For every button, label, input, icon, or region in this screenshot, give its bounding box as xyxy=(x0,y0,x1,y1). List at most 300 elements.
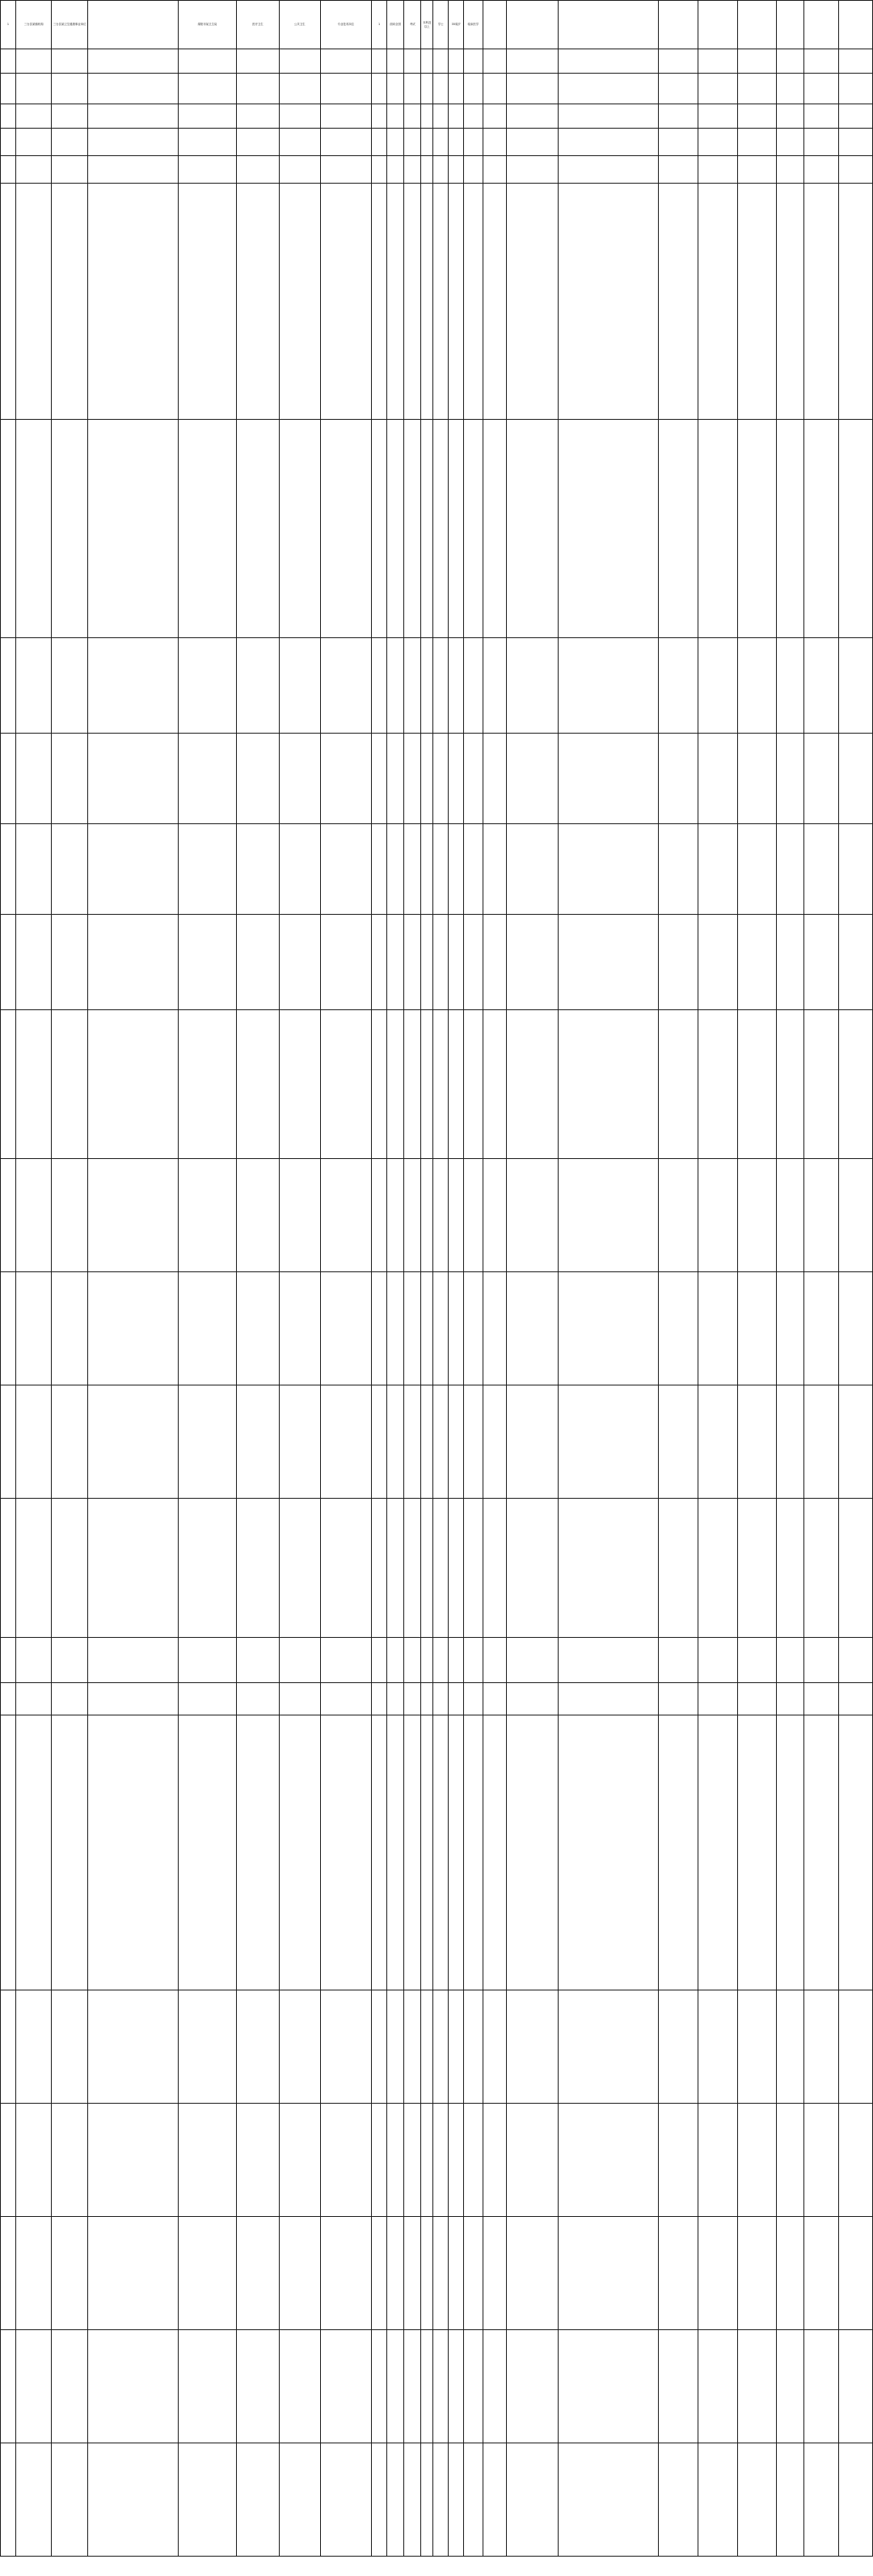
table-cell xyxy=(387,1499,404,1638)
table-cell xyxy=(838,1990,872,2104)
table-cell xyxy=(737,2330,777,2443)
table-cell xyxy=(558,1272,659,1385)
table-cell xyxy=(16,1159,52,1272)
table-cell xyxy=(483,1010,507,1159)
table-cell xyxy=(16,1499,52,1638)
table-cell xyxy=(483,1638,507,1683)
table-cell xyxy=(404,2217,421,2330)
table-cell xyxy=(387,184,404,420)
table-cell xyxy=(1,156,16,184)
table-cell xyxy=(179,1715,237,1990)
table-cell xyxy=(236,1683,279,1715)
table-cell xyxy=(804,1272,838,1385)
table-cell xyxy=(387,2104,404,2217)
table-cell xyxy=(558,1499,659,1638)
table-cell xyxy=(279,1499,320,1638)
table-cell xyxy=(777,156,804,184)
table-cell xyxy=(236,1272,279,1385)
table-cell xyxy=(804,1638,838,1683)
table-cell xyxy=(659,1,698,49)
table-cell xyxy=(387,129,404,156)
table-cell xyxy=(404,420,421,638)
table-cell xyxy=(320,74,371,104)
table-cell xyxy=(279,129,320,156)
table-cell xyxy=(1,1272,16,1385)
table-cell xyxy=(87,1159,178,1272)
table-cell xyxy=(777,638,804,734)
table-cell xyxy=(236,2330,279,2443)
table-cell xyxy=(737,1272,777,1385)
table-cell xyxy=(483,129,507,156)
table-row xyxy=(1,156,873,184)
table-cell xyxy=(320,2443,371,2557)
table-cell xyxy=(236,1010,279,1159)
table-cell xyxy=(659,2104,698,2217)
table-cell xyxy=(421,824,433,915)
table-cell xyxy=(404,104,421,129)
table-cell xyxy=(659,1499,698,1638)
table-cell xyxy=(87,129,178,156)
table-cell xyxy=(404,1499,421,1638)
table-cell xyxy=(372,104,387,129)
table-cell xyxy=(320,1638,371,1683)
table-cell xyxy=(421,1159,433,1272)
table-cell xyxy=(372,156,387,184)
table-cell xyxy=(698,1715,738,1990)
table-cell xyxy=(52,49,87,74)
table-cell xyxy=(87,1499,178,1638)
table-cell xyxy=(698,104,738,129)
table-row xyxy=(1,734,873,824)
table-cell xyxy=(483,1499,507,1638)
table-cell xyxy=(279,1010,320,1159)
table-cell xyxy=(737,1990,777,2104)
table-cell xyxy=(1,2104,16,2217)
table-cell xyxy=(320,1990,371,2104)
table-row xyxy=(1,184,873,420)
table-cell xyxy=(52,1385,87,1499)
table-cell xyxy=(777,1385,804,1499)
table-cell xyxy=(52,2217,87,2330)
table-cell xyxy=(372,184,387,420)
table-cell xyxy=(464,156,483,184)
table-row xyxy=(1,1272,873,1385)
table-cell xyxy=(421,915,433,1010)
table-cell xyxy=(433,1990,449,2104)
table-cell xyxy=(449,2217,464,2330)
table-cell xyxy=(659,1638,698,1683)
table-cell xyxy=(1,184,16,420)
table-cell xyxy=(179,420,237,638)
table-cell xyxy=(838,1159,872,1272)
table-cell xyxy=(698,2443,738,2557)
table-cell xyxy=(279,1159,320,1272)
table-cell xyxy=(320,2104,371,2217)
table-cell xyxy=(737,2104,777,2217)
table-cell xyxy=(804,74,838,104)
table-cell xyxy=(1,2330,16,2443)
table-cell xyxy=(372,1638,387,1683)
table-row xyxy=(1,2104,873,2217)
table-cell xyxy=(777,49,804,74)
table-cell xyxy=(421,1683,433,1715)
table-cell xyxy=(449,49,464,74)
table-cell xyxy=(87,1683,178,1715)
table-cell xyxy=(464,638,483,734)
table-cell xyxy=(1,734,16,824)
table-cell xyxy=(1,129,16,156)
table-cell xyxy=(320,2330,371,2443)
table-cell xyxy=(838,420,872,638)
table-cell xyxy=(464,1499,483,1638)
table-row xyxy=(1,1010,873,1159)
table-cell xyxy=(404,2104,421,2217)
table-cell xyxy=(372,1010,387,1159)
table-cell xyxy=(777,1,804,49)
table-cell xyxy=(659,104,698,129)
table-cell xyxy=(421,2104,433,2217)
table-cell xyxy=(236,1715,279,1990)
table-cell xyxy=(320,638,371,734)
table-cell xyxy=(483,1159,507,1272)
table-cell xyxy=(804,1499,838,1638)
table-cell xyxy=(804,1715,838,1990)
table-row xyxy=(1,104,873,129)
table-cell xyxy=(659,2217,698,2330)
table-cell xyxy=(421,1990,433,2104)
table-cell xyxy=(320,824,371,915)
table-row xyxy=(1,1385,873,1499)
table-cell xyxy=(87,1,178,49)
table-cell xyxy=(777,420,804,638)
table-cell xyxy=(838,638,872,734)
table-cell xyxy=(1,1159,16,1272)
table-cell xyxy=(87,1010,178,1159)
table-cell xyxy=(320,184,371,420)
table-cell xyxy=(433,1010,449,1159)
table-cell xyxy=(777,2217,804,2330)
table-cell xyxy=(179,2104,237,2217)
table-cell xyxy=(87,420,178,638)
table-row xyxy=(1,1715,873,1990)
table-cell xyxy=(483,2443,507,2557)
table-cell xyxy=(179,1683,237,1715)
table-cell xyxy=(838,1385,872,1499)
table-cell xyxy=(87,156,178,184)
table-cell xyxy=(404,2443,421,2557)
table-cell xyxy=(449,1715,464,1990)
table-cell xyxy=(433,2217,449,2330)
table-cell xyxy=(52,1683,87,1715)
table-cell xyxy=(483,1715,507,1990)
table-cell xyxy=(236,1499,279,1638)
table-cell xyxy=(279,49,320,74)
table-cell xyxy=(449,1272,464,1385)
table-cell xyxy=(804,420,838,638)
table-cell xyxy=(236,1638,279,1683)
table-cell xyxy=(179,2443,237,2557)
table-row xyxy=(1,1683,873,1715)
table-cell xyxy=(737,74,777,104)
table-cell xyxy=(558,734,659,824)
table-cell xyxy=(804,1010,838,1159)
table-cell xyxy=(838,1715,872,1990)
table-cell xyxy=(421,2330,433,2443)
table-cell xyxy=(464,915,483,1010)
table-cell xyxy=(387,1990,404,2104)
table-cell xyxy=(659,1385,698,1499)
table-cell xyxy=(179,156,237,184)
table-cell xyxy=(16,2104,52,2217)
table-cell xyxy=(449,1499,464,1638)
table-cell xyxy=(179,2217,237,2330)
table-cell xyxy=(698,1010,738,1159)
table-cell: 公共卫生 xyxy=(279,1,320,49)
table-cell xyxy=(507,1990,558,2104)
table-cell xyxy=(449,104,464,129)
table-cell xyxy=(1,74,16,104)
table-cell xyxy=(421,49,433,74)
table-cell xyxy=(433,156,449,184)
table-cell xyxy=(279,1715,320,1990)
table-cell xyxy=(421,2217,433,2330)
table-cell xyxy=(87,638,178,734)
table-row xyxy=(1,2330,873,2443)
table-cell xyxy=(387,1385,404,1499)
table-cell xyxy=(16,2443,52,2557)
table-cell xyxy=(507,104,558,129)
table-cell xyxy=(838,1,872,49)
table-cell xyxy=(483,2104,507,2217)
table-cell xyxy=(464,1272,483,1385)
table-cell xyxy=(372,734,387,824)
table-cell xyxy=(236,184,279,420)
table-cell xyxy=(404,1638,421,1683)
table-cell xyxy=(449,1159,464,1272)
table-cell xyxy=(320,1499,371,1638)
table-cell xyxy=(698,420,738,638)
table-row xyxy=(1,915,873,1010)
table-cell xyxy=(320,1010,371,1159)
table-cell xyxy=(404,1159,421,1272)
table-cell xyxy=(433,1638,449,1683)
table-cell xyxy=(483,2217,507,2330)
table-cell xyxy=(421,104,433,129)
table-cell xyxy=(464,734,483,824)
table-row xyxy=(1,1,873,49)
table-cell xyxy=(464,2104,483,2217)
table-cell xyxy=(387,1159,404,1272)
table-cell xyxy=(387,1683,404,1715)
table-cell xyxy=(507,1010,558,1159)
table-cell xyxy=(483,74,507,104)
table-cell xyxy=(52,2330,87,2443)
table-cell xyxy=(320,1683,371,1715)
table-cell xyxy=(320,915,371,1010)
table-cell xyxy=(483,1990,507,2104)
table-cell xyxy=(507,915,558,1010)
table-cell xyxy=(449,734,464,824)
table-cell: 绵阳市某卫生局 xyxy=(179,1,237,49)
table-cell xyxy=(320,49,371,74)
table-cell xyxy=(87,2104,178,2217)
table-cell xyxy=(777,2330,804,2443)
table-cell xyxy=(372,1683,387,1715)
table-cell xyxy=(838,1499,872,1638)
table-cell xyxy=(737,824,777,915)
table-cell xyxy=(236,49,279,74)
table-cell xyxy=(387,420,404,638)
table-cell xyxy=(838,49,872,74)
table-cell xyxy=(698,1159,738,1272)
table-cell xyxy=(52,1010,87,1159)
table-cell xyxy=(404,824,421,915)
table-cell xyxy=(464,184,483,420)
table-cell xyxy=(16,1683,52,1715)
table-cell xyxy=(387,49,404,74)
table-cell xyxy=(507,638,558,734)
table-cell xyxy=(372,1990,387,2104)
table-cell xyxy=(464,2330,483,2443)
table-cell xyxy=(449,2443,464,2557)
table-cell xyxy=(507,129,558,156)
table-cell xyxy=(659,1159,698,1272)
table-cell xyxy=(387,734,404,824)
table-cell xyxy=(558,1638,659,1683)
table-cell xyxy=(372,638,387,734)
table-cell xyxy=(16,1010,52,1159)
table-cell xyxy=(387,2217,404,2330)
table-row xyxy=(1,638,873,734)
table-cell xyxy=(449,824,464,915)
table-cell xyxy=(279,915,320,1010)
table-cell xyxy=(421,156,433,184)
table-cell xyxy=(179,1272,237,1385)
table-cell xyxy=(449,74,464,104)
table-cell xyxy=(16,915,52,1010)
table-cell xyxy=(404,156,421,184)
table-cell xyxy=(387,104,404,129)
table-cell xyxy=(737,104,777,129)
table-cell xyxy=(433,74,449,104)
table-cell xyxy=(52,1159,87,1272)
table-cell xyxy=(777,915,804,1010)
table-cell xyxy=(372,824,387,915)
table-cell xyxy=(236,2217,279,2330)
table-cell xyxy=(698,2217,738,2330)
table-cell xyxy=(433,1159,449,1272)
table-cell xyxy=(449,156,464,184)
table-cell xyxy=(372,129,387,156)
table-cell xyxy=(404,74,421,104)
table-cell xyxy=(87,74,178,104)
table-row xyxy=(1,129,873,156)
table-cell xyxy=(52,638,87,734)
table-cell xyxy=(838,2217,872,2330)
table-cell xyxy=(372,2330,387,2443)
table-cell xyxy=(236,156,279,184)
table-cell xyxy=(16,1638,52,1683)
table-cell xyxy=(372,1159,387,1272)
table-cell xyxy=(52,184,87,420)
table-cell xyxy=(52,1715,87,1990)
table-cell xyxy=(87,1990,178,2104)
table-cell xyxy=(558,420,659,638)
table-cell xyxy=(698,1990,738,2104)
table-cell xyxy=(558,184,659,420)
table-cell xyxy=(483,420,507,638)
table-cell xyxy=(507,824,558,915)
table-cell xyxy=(1,1990,16,2104)
table-cell xyxy=(777,1010,804,1159)
table-cell xyxy=(279,156,320,184)
table-cell xyxy=(698,184,738,420)
table-cell xyxy=(659,74,698,104)
table-cell xyxy=(236,1385,279,1499)
table-cell xyxy=(464,420,483,638)
table-cell xyxy=(737,915,777,1010)
table-cell xyxy=(659,49,698,74)
table-cell xyxy=(449,420,464,638)
table-cell xyxy=(236,104,279,129)
table-cell xyxy=(433,49,449,74)
table-cell xyxy=(659,734,698,824)
table-cell xyxy=(421,2443,433,2557)
table-cell xyxy=(87,915,178,1010)
table-cell xyxy=(433,734,449,824)
table-cell xyxy=(558,49,659,74)
table-cell xyxy=(838,824,872,915)
table-cell xyxy=(179,1010,237,1159)
table-cell xyxy=(659,1272,698,1385)
table-cell xyxy=(804,156,838,184)
table-cell xyxy=(372,420,387,638)
table-cell xyxy=(179,49,237,74)
table-cell xyxy=(387,156,404,184)
table-cell xyxy=(737,1385,777,1499)
table-cell xyxy=(558,915,659,1010)
table-cell xyxy=(737,1499,777,1638)
table-cell xyxy=(16,2330,52,2443)
table-cell xyxy=(558,824,659,915)
table-cell xyxy=(279,1990,320,2104)
table-cell xyxy=(464,1990,483,2104)
table-cell xyxy=(558,2330,659,2443)
table-cell xyxy=(87,1638,178,1683)
table-cell xyxy=(179,1385,237,1499)
table-cell xyxy=(698,2104,738,2217)
table-cell xyxy=(698,156,738,184)
table-cell xyxy=(372,915,387,1010)
table-cell xyxy=(464,2443,483,2557)
table-cell xyxy=(449,638,464,734)
table-cell xyxy=(838,104,872,129)
table-cell xyxy=(433,1683,449,1715)
table-cell xyxy=(1,104,16,129)
table-cell xyxy=(507,1683,558,1715)
table-cell xyxy=(404,1272,421,1385)
table-cell xyxy=(659,129,698,156)
table-cell xyxy=(483,49,507,74)
table-cell xyxy=(698,49,738,74)
table-cell xyxy=(483,2330,507,2443)
table-row xyxy=(1,1990,873,2104)
table-cell xyxy=(433,420,449,638)
table-cell xyxy=(421,1499,433,1638)
table-cell xyxy=(179,638,237,734)
table-cell xyxy=(659,420,698,638)
table-cell xyxy=(777,2443,804,2557)
